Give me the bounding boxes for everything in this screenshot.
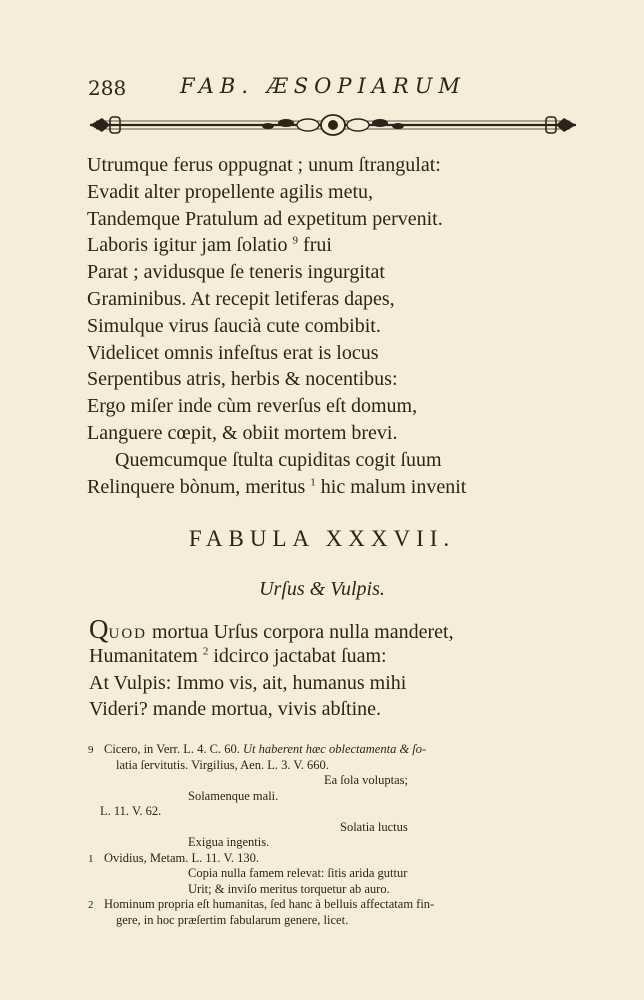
verse-line: Videlicet omnis infeſtus erat is locus (87, 341, 379, 364)
footnote-line: 9 Cicero, in Verr. L. 4. C. 60. Ut haberent hæc oblectamenta & ſo- (88, 742, 427, 756)
verse-line-first: QUOD mortua Urſus corpora nulla manderet, (89, 614, 454, 644)
page-number: 288 (88, 76, 127, 100)
running-title: FAB. ÆSOPIARUM (180, 74, 466, 98)
footnote-line: Solatia luctus (340, 819, 408, 834)
fable-verse (89, 616, 549, 723)
verse-line: Ergo miſer inde cùm reverſus eſt domum, (87, 395, 418, 418)
verse-line-moral: Quemcumque ſtulta cupiditas cogit ſuum (115, 448, 442, 471)
verse-line-moral: Relinquere bònum, meritus $^1$ hic malum invenit (87, 475, 467, 498)
footnote-ref: 9 (292, 234, 299, 247)
fable-verse-continued (87, 152, 547, 500)
page-header (88, 72, 508, 104)
verse-line: Videri? mande mortua, vivis abſtine. (89, 698, 382, 721)
footnote-line: L. 11. V. 62. (100, 804, 162, 818)
footnote-line: Solamenque mali. (188, 788, 279, 803)
footnote-ref: 1 (310, 475, 316, 488)
verse-line: Utrumque ferus oppugnat ; unum ſtrangulat: (87, 154, 441, 176)
footnotes (88, 742, 600, 928)
verse-line: Simulque virus ſaucià cute combibit. (87, 314, 381, 337)
verse-line: Tandemque Pratulum ad expetitum pervenit. (87, 207, 443, 230)
verse-line: Laboris igitur jam ſolatio $^9$ frui (87, 234, 332, 257)
footnote-line: Exigua ingentis. (188, 835, 270, 849)
verse-line: Graminibus. At recepit letiferas dapes, (87, 287, 395, 310)
fable-title: FABULA XXXVII. (188, 526, 456, 551)
verse-line: Humanitatem $^2$ idcirco jactabat ſuam: (89, 644, 387, 667)
verse-line: Serpentibus atris, herbis & nocentibus: (87, 368, 398, 391)
verse-line: Languere cœpit, & obiit mortem brevi. (87, 421, 398, 444)
footnote-line: 2 Hominum propria eſt humanitas, ſed hanc à belluis affectatam fin- (88, 897, 435, 911)
ornament-divider (86, 112, 580, 138)
drop-cap: Q (89, 614, 109, 644)
footnote-ref: 2 (202, 645, 209, 658)
fable-subtitle: Urſus & Vulpis. (259, 578, 385, 600)
footnote-line: Urit; & inviſo meritus torquetur ab auro. (188, 881, 390, 896)
footnote-line: Ea ſola voluptas; (324, 773, 409, 787)
footnote-line: Copia nulla famem relevat: ſitis arida guttur (188, 866, 408, 880)
verse-line: At Vulpis: Immo vis, ait, humanus mihi (89, 671, 407, 694)
footnote-line: 1 Ovidius, Metam. L. 11. V. 130. (88, 850, 259, 865)
verse-line: Parat ; avidusque ſe teneris ingurgitat (87, 261, 385, 284)
verse-line: Evadit alter propellente agilis metu, (87, 180, 374, 203)
footnote-line: latia ſervitutis. Virgilius, Aen. L. 3. V. 660. (116, 757, 329, 772)
footnote-line: gere, in hoc præſertim fabularum genere, licet. (116, 912, 349, 927)
